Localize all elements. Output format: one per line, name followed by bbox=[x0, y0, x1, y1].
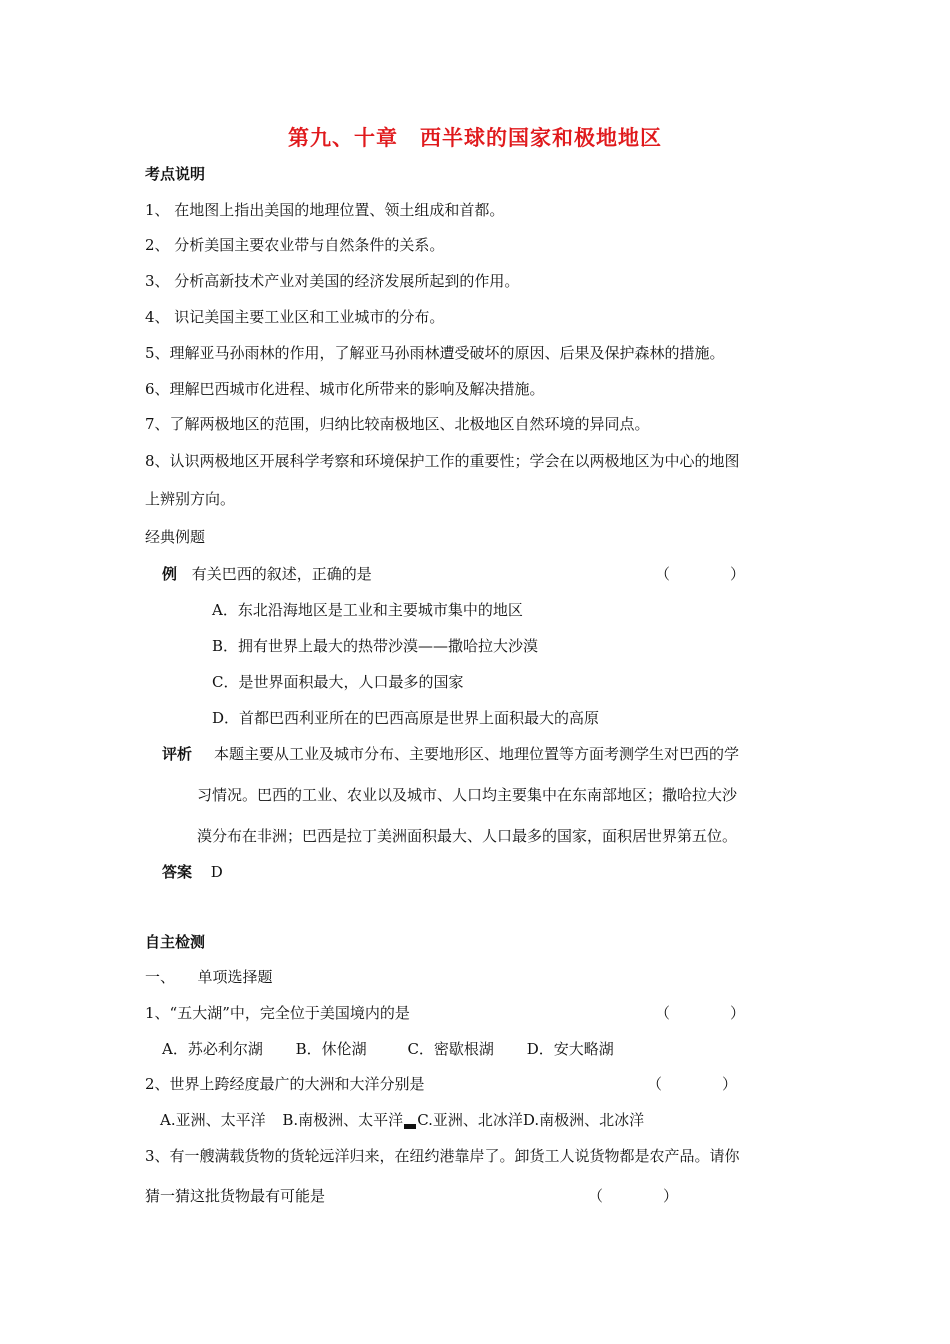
point-item: 3、 分析高新技术产业对美国的经济发展所起到的作用。 bbox=[145, 272, 520, 290]
question-3-text-continued: 猜一猜这批货物最有可能是 bbox=[145, 1187, 326, 1205]
question-2-option-a: A.亚洲、太平洋 bbox=[160, 1111, 266, 1129]
answer-blank: （ ） bbox=[588, 1187, 679, 1205]
analysis-label: 评析 bbox=[162, 745, 193, 763]
point-item: 5、理解亚马孙雨林的作用，了解亚马孙雨林遭受破坏的原因、后果及保护森林的措施。 bbox=[145, 344, 725, 362]
point-item: 7、了解两极地区的范围，归纳比较南极地区、北极地区自然环境的异同点。 bbox=[145, 415, 650, 433]
section-heading-jingdian: 经典例题 bbox=[145, 528, 206, 546]
answer-blank: （ ） bbox=[647, 1075, 738, 1093]
question-2-option-c: C.亚洲、北冰洋 bbox=[417, 1111, 523, 1129]
point-item: 6、理解巴西城市化进程、城市化所带来的影响及解决措施。 bbox=[145, 380, 545, 398]
question-1-option-d: D．安大略湖 bbox=[526, 1040, 614, 1058]
analysis-line: 本题主要从工业及城市分布、主要地形区、地理位置等方面考测学生对巴西的学 bbox=[214, 745, 740, 763]
question-1-option-b: B．休伦湖 bbox=[295, 1040, 367, 1058]
question-2-options bbox=[160, 1110, 644, 1130]
section-heading-zizhu: 自主检测 bbox=[145, 933, 206, 951]
example-option-a: A．东北沿海地区是工业和主要城市集中的地区 bbox=[212, 601, 523, 619]
page-title: 第九、十章 西半球的国家和极地地区 bbox=[288, 126, 662, 150]
section-heading-kaodian: 考点说明 bbox=[145, 165, 206, 183]
point-item: 4、 识记美国主要工业区和工业城市的分布。 bbox=[145, 308, 445, 326]
example-question-text: 有关巴西的叙述，正确的是 bbox=[191, 565, 372, 583]
example-option-b: B．拥有世界上最大的热带沙漠——撒哈拉大沙漠 bbox=[212, 637, 539, 655]
example-option-c: C．是世界面积最大，人口最多的国家 bbox=[212, 673, 464, 691]
part-heading: 一、 单项选择题 bbox=[145, 968, 273, 986]
point-item-continued: 上辨别方向。 bbox=[145, 490, 236, 508]
point-item: 1、 在地图上指出美国的地理位置、领土组成和首都。 bbox=[145, 201, 505, 219]
question-3-text: 3、有一艘满载货物的货轮远洋归来，在纽约港靠岸了。卸货工人说货物都是农产品。请你 bbox=[145, 1147, 740, 1165]
example-label: 例 bbox=[162, 565, 178, 583]
answer-label: 答案 bbox=[162, 863, 193, 881]
answer-value: D bbox=[210, 863, 223, 881]
analysis-line: 漠分布在非洲；巴西是拉丁美洲面积最大、人口最多的国家，面积居世界第五位。 bbox=[197, 827, 738, 845]
point-item: 8、认识两极地区开展科学考察和环境保护工作的重要性；学会在以两极地区为中心的地图 bbox=[145, 452, 740, 470]
question-2-option-d: D.南极洲、北冰洋 bbox=[522, 1111, 645, 1129]
example-question bbox=[162, 564, 372, 584]
example-option-d: D．首都巴西利亚所在的巴西高原是世界上面积最大的高原 bbox=[212, 709, 600, 727]
question-1-option-a: A．苏必利尔湖 bbox=[162, 1040, 263, 1058]
question-1-options bbox=[162, 1039, 614, 1059]
question-2-option-b: B.南极洲、太平洋 bbox=[282, 1111, 404, 1129]
point-item: 2、 分析美国主要农业带与自然条件的关系。 bbox=[145, 236, 445, 254]
text-mark bbox=[404, 1124, 416, 1129]
analysis-line: 习情况。巴西的工业、农业以及城市、人口均主要集中在东南部地区；撒哈拉大沙 bbox=[197, 786, 738, 804]
question-1-text: 1、“五大湖”中，完全位于美国境内的是 bbox=[145, 1004, 410, 1022]
answer-blank: （ ） bbox=[655, 1004, 746, 1022]
question-1-option-c: C．密歇根湖 bbox=[407, 1040, 494, 1058]
question-2-text: 2、世界上跨经度最广的大洲和大洋分别是 bbox=[145, 1075, 425, 1093]
example-answer bbox=[162, 862, 223, 882]
answer-blank: （ ） bbox=[655, 565, 746, 583]
